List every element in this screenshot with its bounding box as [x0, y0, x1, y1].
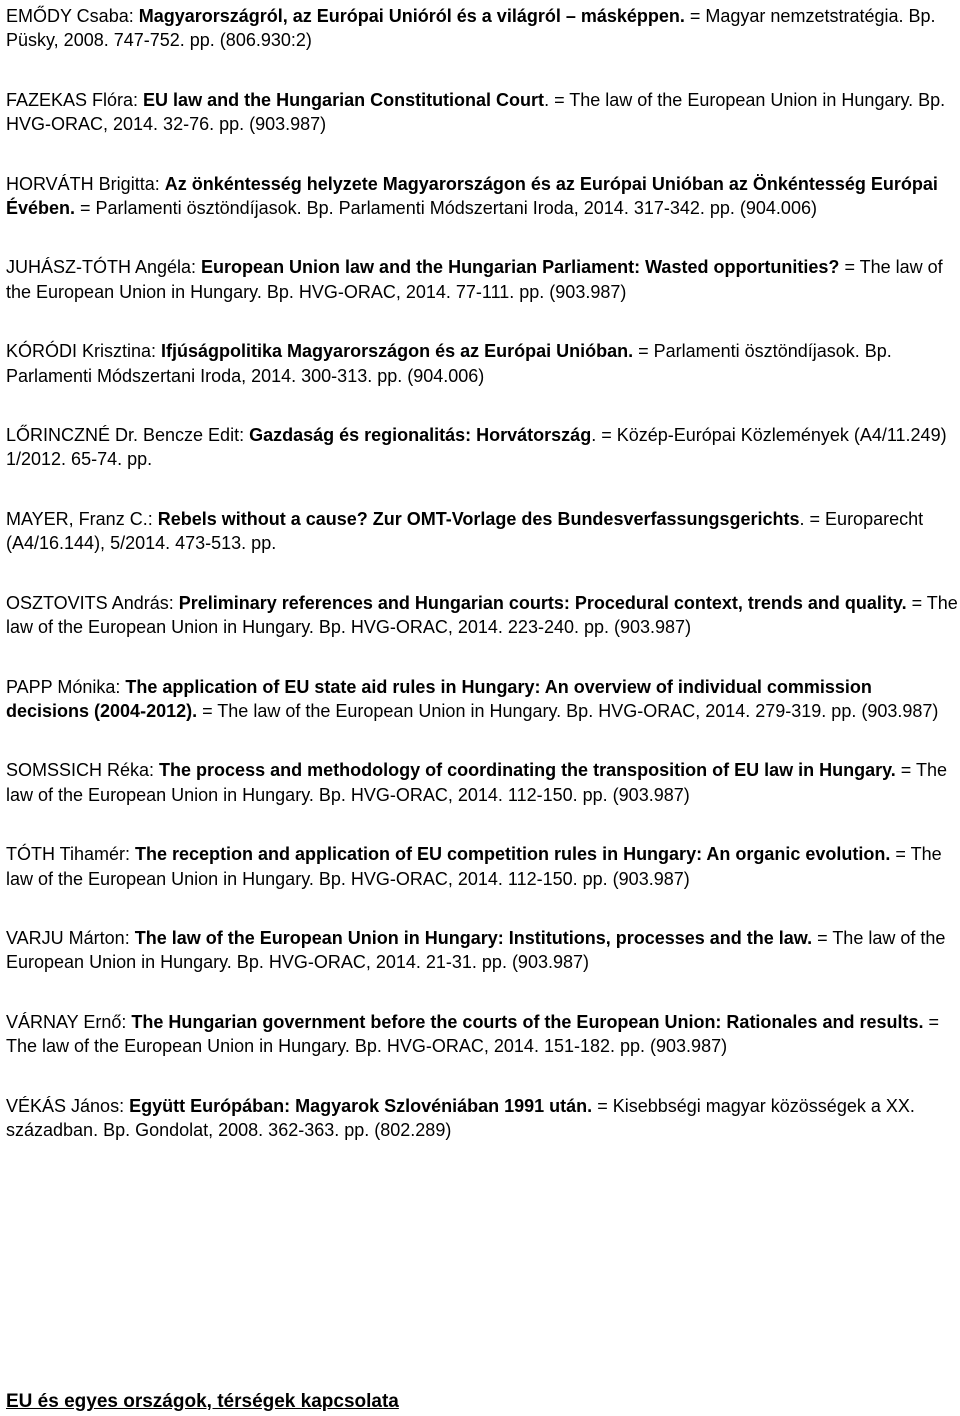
entry-source: = The law of the European Union in Hungary. Bp. HVG-ORAC, 2014. 77-111. pp. (903.987): [6, 257, 943, 302]
bibliography-entry: [6, 423, 958, 472]
bibliography-entry: [6, 1010, 958, 1059]
entry-source: = The law of the European Union in Hungary. Bp. HVG-ORAC, 2014. 279-319. pp. (903.987): [197, 700, 939, 721]
entry-author: SOMSSICH Réka:: [6, 760, 160, 781]
bibliography-entry: [6, 172, 958, 221]
bibliography-entry: [6, 4, 958, 53]
entry-source: = Kisebbségi magyar közösségek a XX. században. Bp. Gondolat, 2008. 362-363. pp. (802.289): [6, 1095, 915, 1140]
bibliography-entry: [6, 591, 958, 640]
bibliography-entry: [6, 675, 958, 724]
bibliography-entry: [6, 88, 958, 137]
bibliography-entry: [6, 339, 958, 388]
entry-author: VÉKÁS János:: [6, 1095, 130, 1116]
entry-source: . = Közép-Európai Közlemények (A4/11.249) 1/2012. 65-74. pp.: [6, 425, 947, 470]
entry-source: = The law of the European Union in Hungary. Bp. HVG-ORAC, 2014. 112-150. pp. (903.987): [6, 844, 942, 889]
entry-author: EMŐDY Csaba:: [6, 6, 139, 26]
entry-title: The law of the European Union in Hungary: Institutions, processes and the law.: [134, 927, 813, 948]
bibliography-entry: [6, 842, 958, 891]
entry-source: = Parlamenti ösztöndíjasok. Bp. Parlamenti Módszertani Iroda, 2014. 317-342. pp. (904.006): [75, 198, 817, 219]
bibliography-entry: [6, 758, 958, 807]
entry-source: = Parlamenti ösztöndíjasok. Bp. Parlamenti Módszertani Iroda, 2014. 300-313. pp. (904.006): [6, 341, 892, 386]
entry-author: HORVÁTH Brigitta:: [6, 173, 165, 194]
entry-title: European Union law and the Hungarian Parliament: Wasted opportunities?: [201, 257, 840, 278]
entry-author: FAZEKAS Flóra:: [6, 89, 144, 110]
entry-source: . = The law of the European Union in Hungary. Bp. HVG-ORAC, 2014. 32-76. pp. (903.987): [6, 89, 946, 135]
entry-author: VÁRNAY Ernő:: [6, 1011, 132, 1032]
section-heading: EU és egyes országok, térségek kapcsolata: [6, 1391, 399, 1412]
entry-title: Az önkéntesség helyzete Magyarországon és az Európai Unióban az Önkéntesség Európai Évében.: [6, 173, 938, 219]
entry-title: Gazdaság és regionalitás: Horvátország: [249, 425, 592, 446]
entry-title: EU law and the Hungarian Constitutional Court: [143, 89, 545, 110]
entry-author: PAPP Mónika:: [6, 676, 126, 697]
entry-source: = The law of the European Union in Hungary. Bp. HVG-ORAC, 2014. 223-240. pp. (903.987): [6, 592, 958, 638]
entry-title: The application of EU state aid rules in Hungary: An overview of individual commission decisions (2004-2012).: [6, 676, 872, 721]
entry-source: = The law of the European Union in Hungary. Bp. HVG-ORAC, 2014. 151-182. pp. (903.987): [6, 1011, 940, 1057]
entry-author: OSZTOVITS András:: [6, 592, 179, 613]
entry-title: Ifjúságpolitika Magyarországon és az Európai Unióban.: [161, 341, 634, 362]
entry-author: JUHÁSZ-TÓTH Angéla:: [6, 257, 202, 278]
bibliography-entry: [6, 507, 958, 556]
entry-author: LŐRINCZNÉ Dr. Bencze Edit:: [6, 425, 250, 446]
entry-title: Magyarországról, az Európai Unióról és a világról – másképpen.: [138, 6, 685, 26]
bibliography-entry: [6, 926, 958, 975]
entry-source: . = Europarecht (A4/16.144), 5/2014. 473-513. pp.: [6, 508, 924, 554]
entry-author: VARJU Márton:: [6, 927, 135, 948]
entry-title: The Hungarian government before the courts of the European Union: Rationales and results.: [131, 1011, 924, 1032]
entry-author: TÓTH Tihamér:: [6, 844, 136, 865]
entry-title: The process and methodology of coordinating the transposition of EU law in Hungary.: [159, 760, 896, 781]
entry-source: = Magyar nemzetstratégia. Bp. Püsky, 2008. 747-752. pp. (806.930:2): [6, 6, 936, 51]
bibliography-list: [6, 4, 958, 1177]
entry-title: Preliminary references and Hungarian courts: Procedural context, trends and quality.: [178, 592, 907, 613]
entry-title: The reception and application of EU competition rules in Hungary: An organic evolution.: [135, 844, 891, 865]
bibliography-entry: [6, 1094, 958, 1143]
entry-title: Rebels without a cause? Zur OMT-Vorlage des Bundesverfassungsgerichts: [157, 508, 800, 529]
bibliography-entry: [6, 255, 958, 304]
entry-author: MAYER, Franz C.:: [6, 508, 158, 529]
entry-title: Együtt Európában: Magyarok Szlovéniában 1991 után.: [129, 1095, 593, 1116]
entry-source: = The law of the European Union in Hungary. Bp. HVG-ORAC, 2014. 21-31. pp. (903.987): [6, 927, 946, 973]
entry-author: KÓRÓDI Krisztina:: [6, 341, 162, 362]
entry-source: = The law of the European Union in Hungary. Bp. HVG-ORAC, 2014. 112-150. pp. (903.987): [6, 760, 947, 805]
